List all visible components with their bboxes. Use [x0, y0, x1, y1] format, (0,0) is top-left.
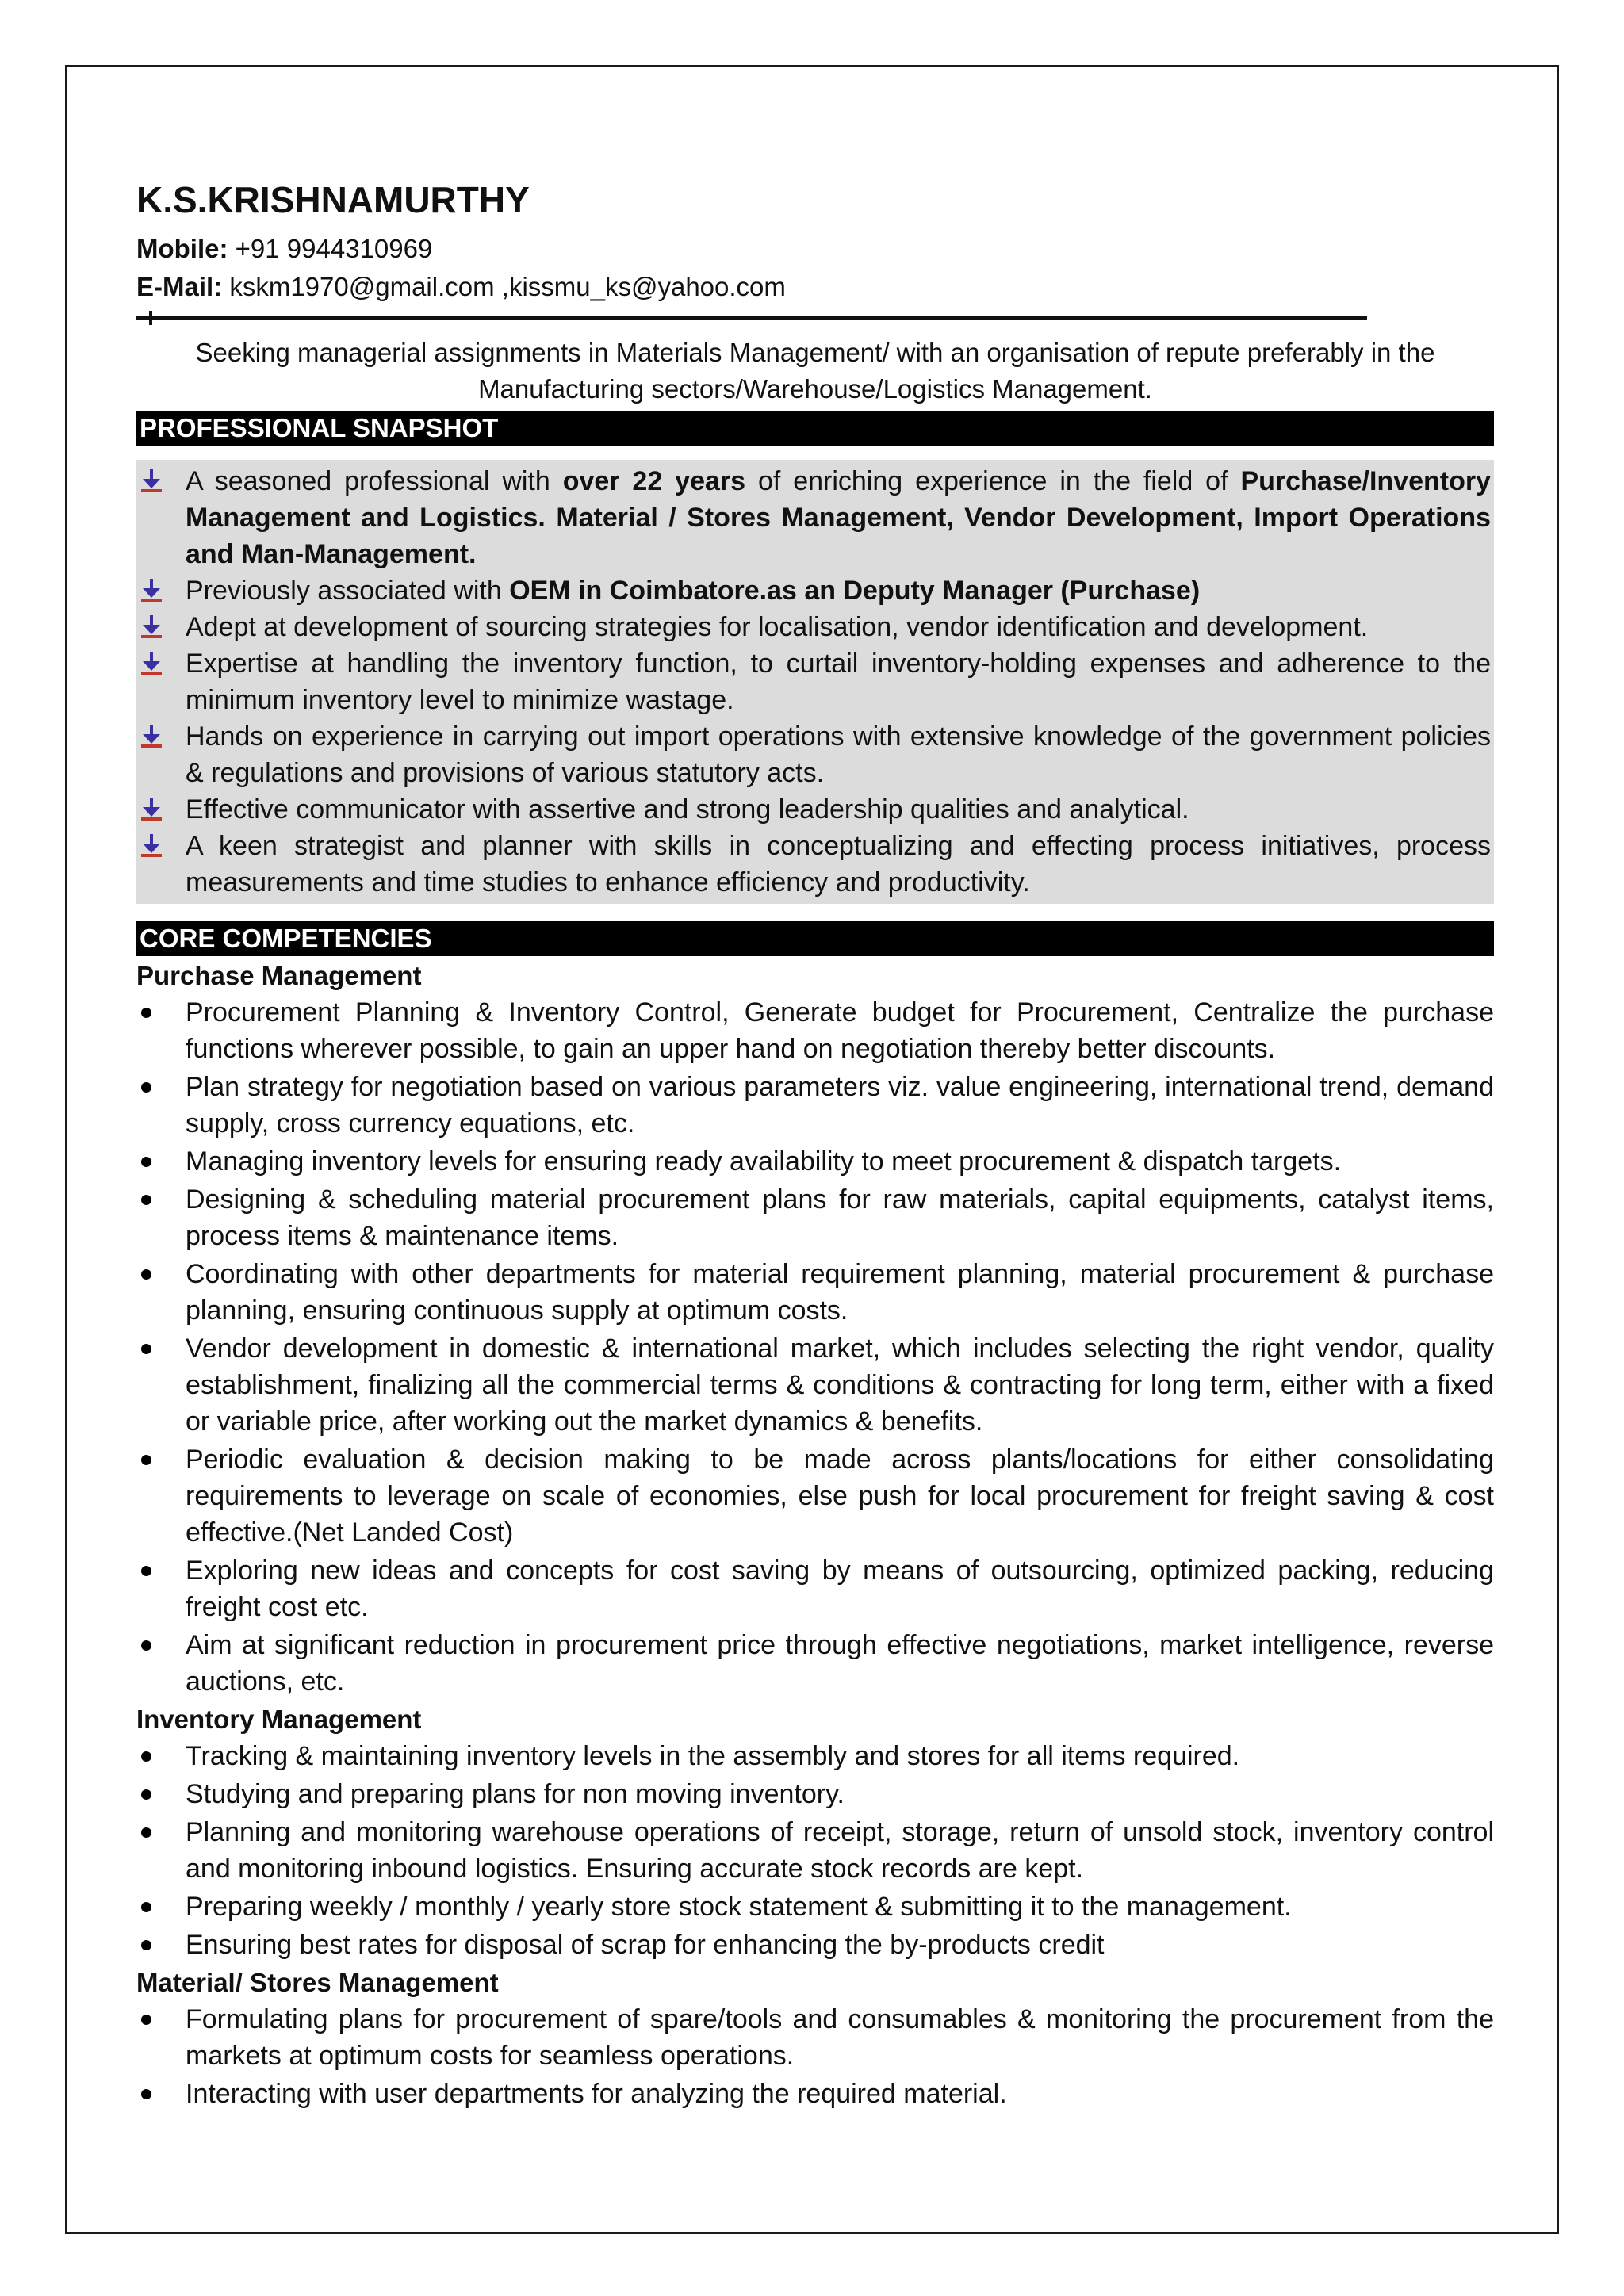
candidate-name: K.S.KRISHNAMURTHY — [136, 179, 530, 220]
list-item-text: Planning and monitoring warehouse operations of receipt, storage, return of unsold stock, inventory control and monitoring inbound logistics. Ensuring accurate stock records are kept. — [186, 1817, 1494, 1884]
list-item-text: Preparing weekly / monthly / yearly store stock statement & submitting it to the management. — [186, 1892, 1292, 1922]
snapshot-text: Effective communicator with assertive and strong leadership qualities and analytical. — [186, 794, 1189, 825]
bullet-dot-icon — [141, 1344, 151, 1354]
list-item-text: Managing inventory levels for ensuring ready availability to meet procurement & dispatch targets. — [186, 1146, 1342, 1177]
arrow-down-bullet-icon — [141, 579, 162, 604]
list-item-text: Ensuring best rates for disposal of scrap for enhancing the by-products credit — [186, 1930, 1105, 1960]
arrow-down-bullet-icon — [141, 798, 162, 823]
list-item — [136, 1069, 1494, 1142]
list-item — [136, 572, 1491, 609]
list-item — [136, 2001, 1494, 2074]
list-item — [136, 1927, 1494, 1963]
list-item — [136, 1143, 1494, 1180]
subheading-purchase-management: Purchase Management — [136, 961, 422, 990]
arrow-down-bullet-icon — [141, 652, 162, 677]
bullet-dot-icon — [141, 1827, 151, 1838]
bullet-dot-icon — [141, 1455, 151, 1465]
mobile-number: +91 9944310969 — [228, 234, 433, 263]
snapshot-text: Adept at development of sourcing strategies for localisation, vendor identification and development. — [186, 612, 1369, 642]
bullet-dot-icon — [141, 2015, 151, 2025]
email-address: kskm1970@gmail.com ,kissmu_ks@yahoo.com — [222, 272, 786, 301]
list-item — [136, 1776, 1494, 1812]
bullet-dot-icon — [141, 1157, 151, 1167]
bullet-dot-icon — [141, 1082, 151, 1093]
purchase-management-list — [136, 994, 1494, 1700]
list-item — [136, 463, 1491, 572]
list-item-text: Procurement Planning & Inventory Control, Generate budget for Procurement, Centralize the purchase functions wherever possible, to gain an upper hand on negotiation thereby better discounts. — [186, 997, 1494, 1064]
bullet-dot-icon — [141, 1566, 151, 1576]
snapshot-text: Expertise at handling the inventory function, to curtail inventory-holding expenses and adherence to the minimum inventory level to minimize wastage. — [186, 649, 1491, 715]
inventory-management-list — [136, 1738, 1494, 1963]
snapshot-text: Previously associated with — [186, 576, 510, 606]
snapshot-text: of enriching experience in the field of — [745, 466, 1241, 496]
list-item — [136, 828, 1491, 901]
list-item — [136, 1181, 1494, 1254]
career-objective: Seeking managerial assignments in Materials Management/ with an organisation of repute preferably in the Manufacturing sectors/Warehouse/Logistics Management. — [195, 338, 1435, 404]
bullet-dot-icon — [141, 1751, 151, 1762]
snapshot-text: A seasoned professional with — [186, 466, 563, 496]
snapshot-bold: over 22 years — [562, 466, 746, 496]
divider-line — [136, 316, 1367, 320]
list-item-text: Studying and preparing plans for non moving inventory. — [186, 1779, 845, 1809]
list-item-text: Vendor development in domestic & international market, which includes selecting the right vendor, quality establishment, finalizing all the commercial terms & conditions & contracting for long term, either with a fixed or variable price, after working out the market dynamics & benefits. — [186, 1334, 1494, 1437]
list-item-text: Formulating plans for procurement of spare/tools and consumables & monitoring the procurement from the markets at optimum costs for seamless operations. — [186, 2004, 1494, 2071]
bullet-dot-icon — [141, 2089, 151, 2099]
bullet-dot-icon — [141, 1902, 151, 1912]
section-title-core-competencies: CORE COMPETENCIES — [136, 921, 1494, 956]
list-item — [136, 1814, 1494, 1887]
arrow-down-bullet-icon — [141, 725, 162, 750]
list-item-text: Plan strategy for negotiation based on various parameters viz. value engineering, international trend, demand supply, cross currency equations, etc. — [186, 1072, 1494, 1138]
stores-management-list — [136, 2001, 1494, 2112]
list-item — [136, 718, 1491, 791]
subheading-inventory-management: Inventory Management — [136, 1705, 422, 1734]
snapshot-bold: OEM in Coimbatore.as an Deputy Manager (Purchase) — [509, 576, 1201, 606]
mobile-label: Mobile: — [136, 234, 228, 263]
mobile-line — [136, 230, 1494, 268]
list-item — [136, 1330, 1494, 1440]
list-item-text: Tracking & maintaining inventory levels in the assembly and stores for all items required. — [186, 1741, 1240, 1771]
bullet-dot-icon — [141, 1008, 151, 1018]
list-item — [136, 1552, 1494, 1625]
list-item-text: Designing & scheduling material procurement plans for raw materials, capital equipments, catalyst items, process items & maintenance items. — [186, 1184, 1494, 1251]
list-item — [136, 1627, 1494, 1700]
bullet-dot-icon — [141, 1789, 151, 1800]
list-item — [136, 791, 1491, 828]
list-item — [136, 609, 1491, 645]
bullet-dot-icon — [141, 1940, 151, 1950]
arrow-down-bullet-icon — [141, 834, 162, 859]
list-item — [136, 1441, 1494, 1551]
list-item-text: Coordinating with other departments for material requirement planning, material procurement & purchase planning, ensuring continuous supply at optimum costs. — [186, 1259, 1494, 1326]
arrow-down-bullet-icon — [141, 469, 162, 495]
bullet-dot-icon — [141, 1269, 151, 1280]
list-item — [136, 1738, 1494, 1774]
header-divider — [136, 309, 1494, 325]
email-label: E-Mail: — [136, 272, 223, 301]
email-line — [136, 268, 1494, 306]
section-title-professional-snapshot: PROFESSIONAL SNAPSHOT — [136, 411, 1494, 446]
list-item — [136, 2076, 1494, 2112]
list-item-text: Aim at significant reduction in procurement price through effective negotiations, market intelligence, reverse auctions, etc. — [186, 1630, 1494, 1697]
arrow-down-bullet-icon — [141, 615, 162, 641]
snapshot-text: A keen strategist and planner with skills in conceptualizing and effecting process initiatives, process measurements and time studies to enhance efficiency and productivity. — [186, 831, 1491, 897]
bullet-dot-icon — [141, 1195, 151, 1205]
list-item — [136, 994, 1494, 1067]
list-item — [136, 1888, 1494, 1925]
resume-content — [136, 176, 1494, 2114]
divider-tick — [149, 311, 152, 325]
bullet-dot-icon — [141, 1640, 151, 1651]
professional-snapshot-list — [136, 460, 1494, 904]
snapshot-bold: Purchase/Inventory Management and Logistics. Material / Stores Management, Vendor Development, Import Operations and Man-Management. — [186, 466, 1491, 569]
list-item — [136, 1256, 1494, 1329]
subheading-material-stores-management: Material/ Stores Management — [136, 1968, 499, 1997]
list-item-text: Periodic evaluation & decision making to be made across plants/locations for either consolidating requirements to leverage on scale of economies, else push for local procurement for freight saving & cost effective.(Net Landed Cost) — [186, 1445, 1494, 1548]
list-item-text: Interacting with user departments for analyzing the required material. — [186, 2079, 1007, 2109]
snapshot-text: Hands on experience in carrying out import operations with extensive knowledge of the government policies & regulations and provisions of various statutory acts. — [186, 721, 1491, 788]
list-item-text: Exploring new ideas and concepts for cost saving by means of outsourcing, optimized packing, reducing freight cost etc. — [186, 1556, 1494, 1622]
list-item — [136, 645, 1491, 718]
